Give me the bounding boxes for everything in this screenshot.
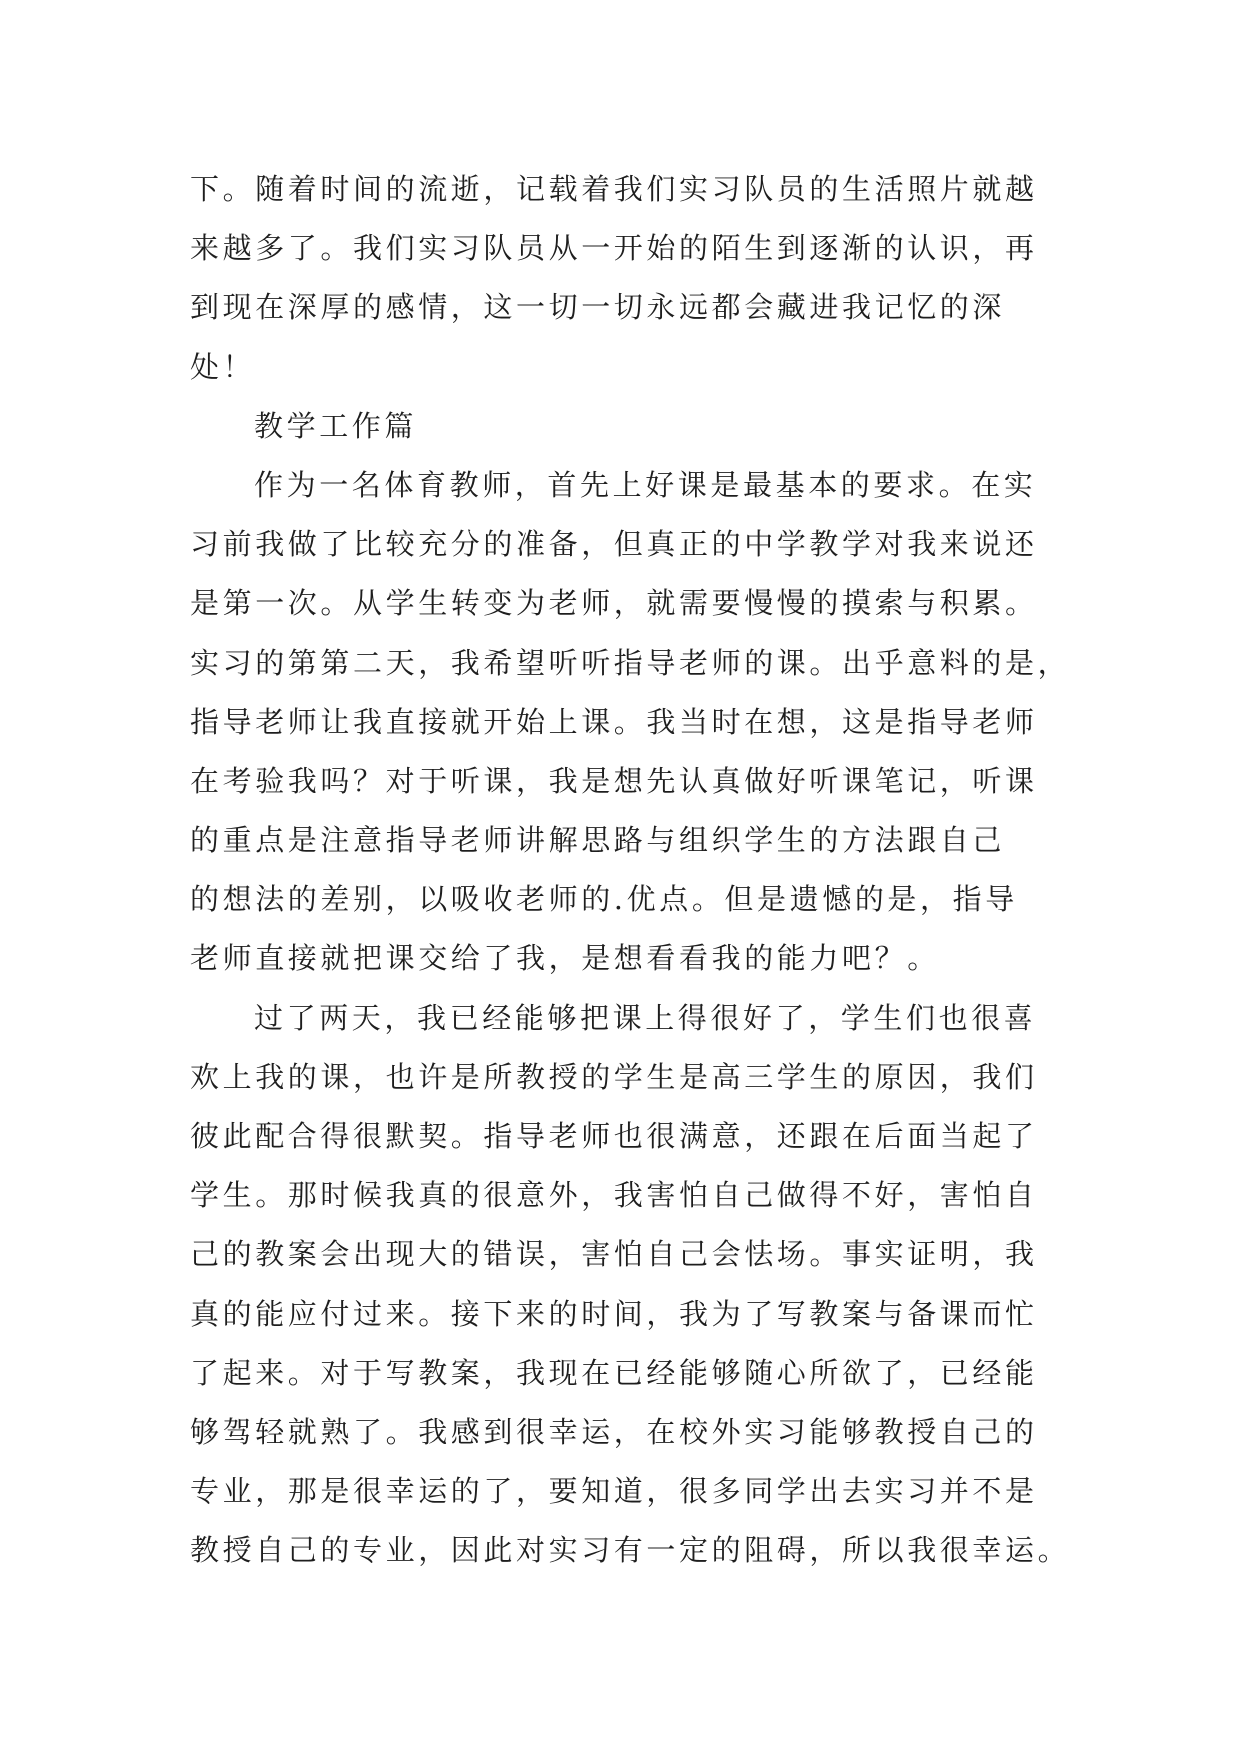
text-line: 是第一次。从学生转变为老师，就需要慢慢的摸索与积累。 bbox=[190, 586, 1038, 621]
text-line: 彼此配合得很默契。指导老师也很满意，还跟在后面当起了 bbox=[190, 1119, 1038, 1153]
text-line: 到现在深厚的感情，这一切一切永远都会藏进我记忆的深 bbox=[190, 290, 1006, 325]
text-line: 过了两天，我已经能够把课上得很好了，学生们也很喜 bbox=[254, 1000, 1037, 1035]
text-line: 指导老师让我直接就开始上课。我当时在想，这是指导老师 bbox=[190, 704, 1038, 739]
text-line: 老师直接就把课交给了我，是想看看我的能力吧？。 bbox=[190, 941, 940, 976]
text-line: 实习的第第二天，我希望听听指导老师的课。出乎意料的是， bbox=[190, 645, 1071, 680]
text-line: 下。随着时间的流逝，记载着我们实习队员的生活照片就越 bbox=[190, 172, 1038, 206]
text-line: 来越多了。我们实习队员从一开始的陌生到逐渐的认识，再 bbox=[190, 231, 1038, 266]
text-line: 的重点是注意指导老师讲解思路与组织学生的方法跟自己 bbox=[190, 823, 1006, 858]
document-body bbox=[190, 160, 1070, 1581]
text-line: 教授自己的专业，因此对实习有一定的阻碍，所以我很幸运。 bbox=[190, 1533, 1071, 1568]
text-line: 己的教案会出现大的错误，害怕自己会怯场。事实证明，我 bbox=[190, 1237, 1038, 1272]
text-line: 欢上我的课，也许是所教授的学生是高三学生的原因，我们 bbox=[190, 1059, 1038, 1094]
text-line: 学生。那时候我真的很意外，我害怕自己做得不好，害怕自 bbox=[190, 1178, 1038, 1213]
text-line: 够驾轻就熟了。我感到很幸运，在校外实习能够教授自己的 bbox=[190, 1414, 1038, 1449]
text-line: 在考验我吗？对于听课，我是想先认真做好听课笔记，听课 bbox=[190, 763, 1038, 798]
text-line: 的想法的差别，以吸收老师的.优点。但是遗憾的是，指导 bbox=[190, 882, 1018, 917]
text-line: 了起来。对于写教案，我现在已经能够随心所欲了，已经能 bbox=[190, 1355, 1038, 1390]
text-line: 习前我做了比较充分的准备，但真正的中学教学对我来说还 bbox=[190, 527, 1038, 562]
text-line: 处！ bbox=[190, 349, 256, 384]
text-line: 真的能应付过来。接下来的时间，我为了写教案与备课而忙 bbox=[190, 1296, 1038, 1331]
section-heading: 教学工作篇 bbox=[254, 408, 418, 443]
text-line: 专业，那是很幸运的了，要知道，很多同学出去实习并不是 bbox=[190, 1474, 1038, 1509]
text-line: 作为一名体育教师，首先上好课是最基本的要求。在实 bbox=[254, 467, 1037, 502]
